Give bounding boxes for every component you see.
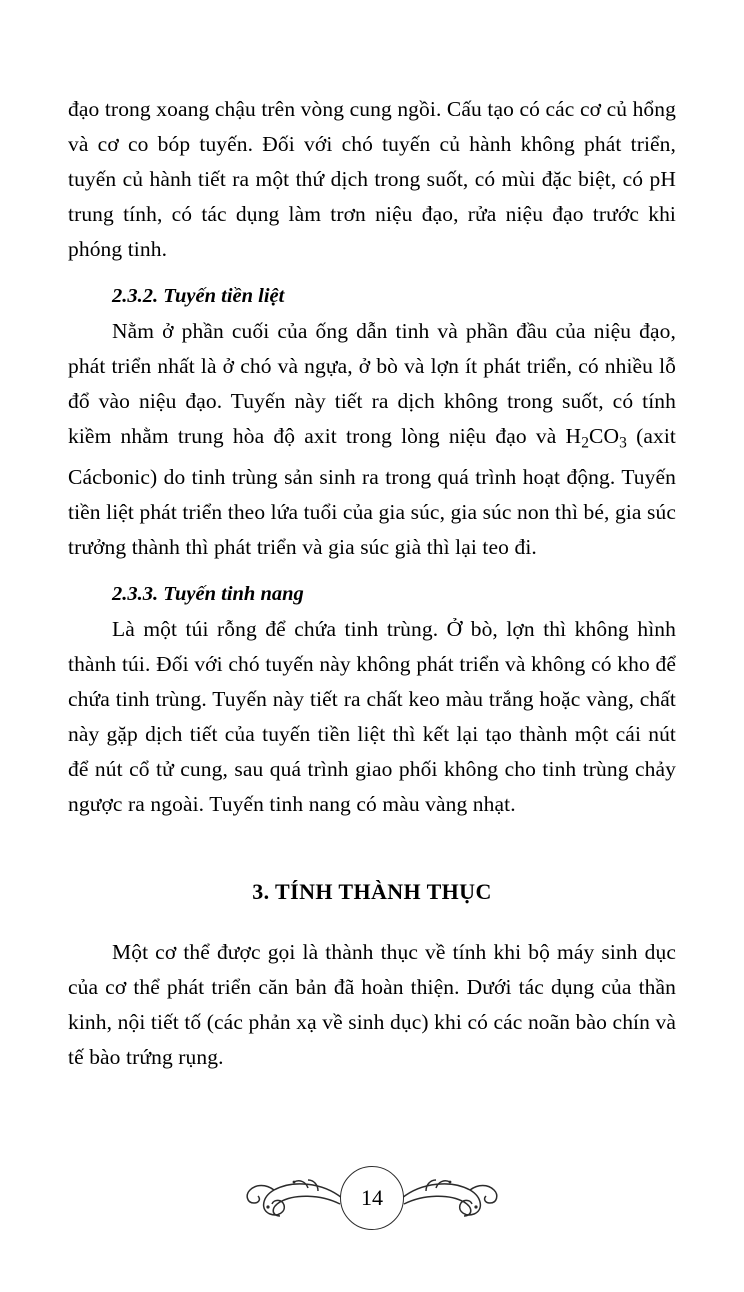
paragraph-prostate-part3: (axit Cácbonic) do tinh trùng sản sinh ra trong quá trình hoạt động. Tuyến tiền liệt phát triển theo lứa tuổi của gia súc, gia súc non thì bé, gia súc trưởng thành thì phát triển và gia súc già thì lại teo đi. bbox=[68, 424, 677, 560]
formula-subscript-3: 3 bbox=[619, 434, 627, 452]
page-number: 14 bbox=[340, 1166, 404, 1230]
page-footer bbox=[0, 1160, 744, 1234]
paragraph-prostate bbox=[68, 314, 676, 565]
footer-ornament bbox=[222, 1160, 522, 1234]
heading-2-3-3: 2.3.3. Tuyến tinh nang bbox=[112, 583, 304, 606]
paragraph-seminal-vesicle: Là một túi rỗng để chứa tinh trùng. Ở bò, lợn thì không hình thành túi. Đối với chó tuyến này không phát triển và không có kho để chứa tinh trùng. Tuyến này tiết ra chất keo màu trắng hoặc vàng, chất này gặp dịch tiết của tuyến tiền liệt thì kết lại tạo thành một cái nút để nút cổ tử cung, sau quá trình giao phối không cho tinh trùng chảy ngược ra ngoài. Tuyến tinh nang có màu vàng nhạt. bbox=[68, 617, 676, 817]
paragraph-intro: đạo trong xoang chậu trên vòng cung ngồi. Cấu tạo có các cơ củ hổng và cơ co bóp tuyến. Đối với chó tuyến củ hành không phát triển, tuyến củ hành tiết ra một thứ dịch trong suốt, có mùi đặc biệt, có pH trung tính, có tác dụng làm trơn niệu đạo, rửa niệu đạo trước khi phóng tinh. bbox=[68, 97, 676, 261]
paragraph-prostate-part1: Nằm ở phần cuối của ống dẫn tinh và phần đầu của niệu đạo, phát triển nhất là ở chó và ngựa, ở bò và lợn ít phát triển, có nhiều lỗ đổ vào niệu đạo. Tuyến này tiết ra dịch không trong suốt, có tính kiềm nhằm trung hòa độ axit trong lòng niệu đạo và H bbox=[68, 319, 676, 448]
section-title-3: 3. TÍNH THÀNH THỤC bbox=[252, 879, 492, 905]
paragraph-maturity: Một cơ thể được gọi là thành thục về tính khi bộ máy sinh dục của cơ thể phát triển căn bản đã hoàn thiện. Dưới tác dụng của thần kinh, nội tiết tố (các phản xạ về sinh dục) khi có các noãn bào chín và tế bào trứng rụng. bbox=[68, 940, 676, 1070]
heading-2-3-2: 2.3.2. Tuyến tiền liệt bbox=[112, 285, 285, 307]
formula-subscript-2: 2 bbox=[581, 434, 590, 452]
paragraph-prostate-part2: CO bbox=[589, 424, 620, 448]
